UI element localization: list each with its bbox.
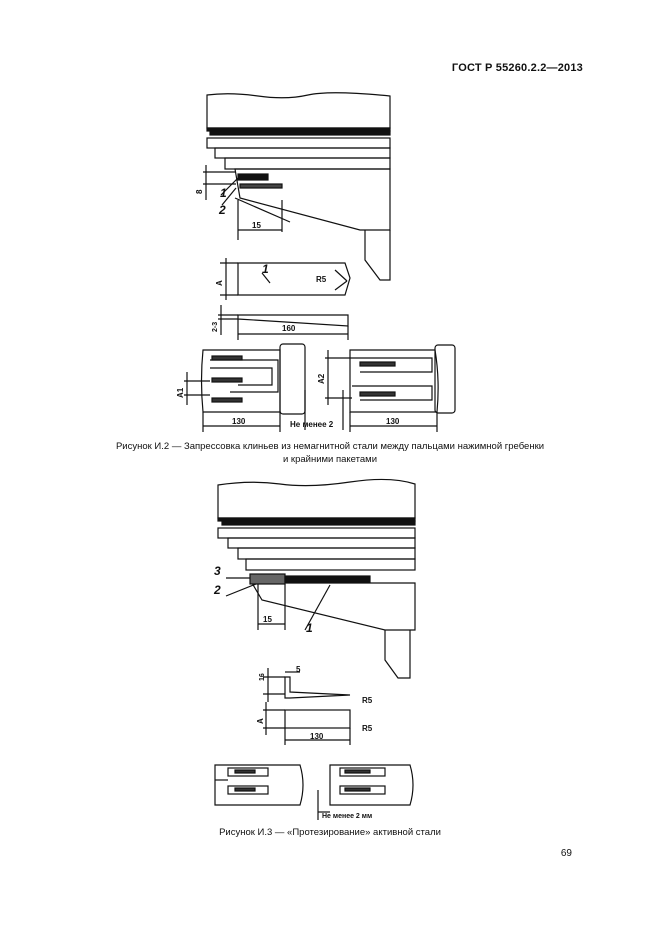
fig3-dim-a: A	[256, 718, 265, 724]
figure-i2-caption-line2: и крайними пакетами	[282, 454, 378, 465]
fig3-dim-130: 130	[310, 732, 324, 741]
fig3-stator-section	[218, 479, 415, 678]
fig2-dim-160: 160	[282, 324, 296, 333]
fig2-dim-8: 8	[195, 189, 204, 194]
fig2-label-1: 1	[220, 186, 227, 200]
fig2-wedge-side	[218, 305, 348, 340]
fig2-wedge-plan	[220, 258, 350, 300]
fig3-dim-15: 15	[263, 615, 272, 624]
fig2-dim-2-3: 2-3	[212, 321, 219, 332]
fig2-dim-130-right: 130	[386, 417, 400, 426]
fig3-label-1: 1	[306, 621, 313, 635]
fig3-left-finger-assembly	[215, 765, 303, 805]
page-number: 69	[560, 848, 572, 859]
fig3-label-3: 3	[214, 564, 221, 578]
fig2-dim-min-2: Не менее 2	[290, 420, 334, 429]
fig2-dim-130-left: 130	[232, 417, 246, 426]
fig2-dim-a1: A1	[176, 387, 185, 398]
figure-i2-caption-line1: Рисунок И.2 — Запрессовка клиньев из немагнитной стали между пальцами нажимной гребенки	[115, 441, 545, 452]
fig2-label-2: 2	[219, 203, 226, 217]
fig3-right-finger-assembly	[318, 765, 413, 820]
fig2-dim-a2: A2	[317, 373, 326, 384]
figure-i2-caption	[60, 440, 600, 466]
fig3-dim-r5-top: R5	[362, 696, 373, 705]
fig3-wedge-plan	[263, 702, 350, 745]
fig2-stator-section	[207, 93, 390, 280]
fig2-label-1-wedge: 1	[262, 262, 269, 276]
document-header: ГОСТ Р 55260.2.2—2013	[451, 62, 583, 74]
fig3-dim-5: 5	[296, 665, 301, 674]
figure-i3-caption: Рисунок И.3 — «Протезирование» активной стали	[219, 827, 441, 838]
fig2-dim-15: 15	[252, 221, 261, 230]
fig3-dim-min-2mm: Не менее 2 мм	[322, 813, 373, 820]
fig2-dim-r5: R5	[316, 275, 327, 284]
fig3-label-2: 2	[214, 583, 221, 597]
fig3-dim-16: 16	[259, 673, 266, 681]
fig3-dim-r5-bottom: R5	[362, 724, 373, 733]
fig2-dim-a: A	[215, 280, 224, 286]
fig3-wedge-side	[263, 668, 350, 702]
